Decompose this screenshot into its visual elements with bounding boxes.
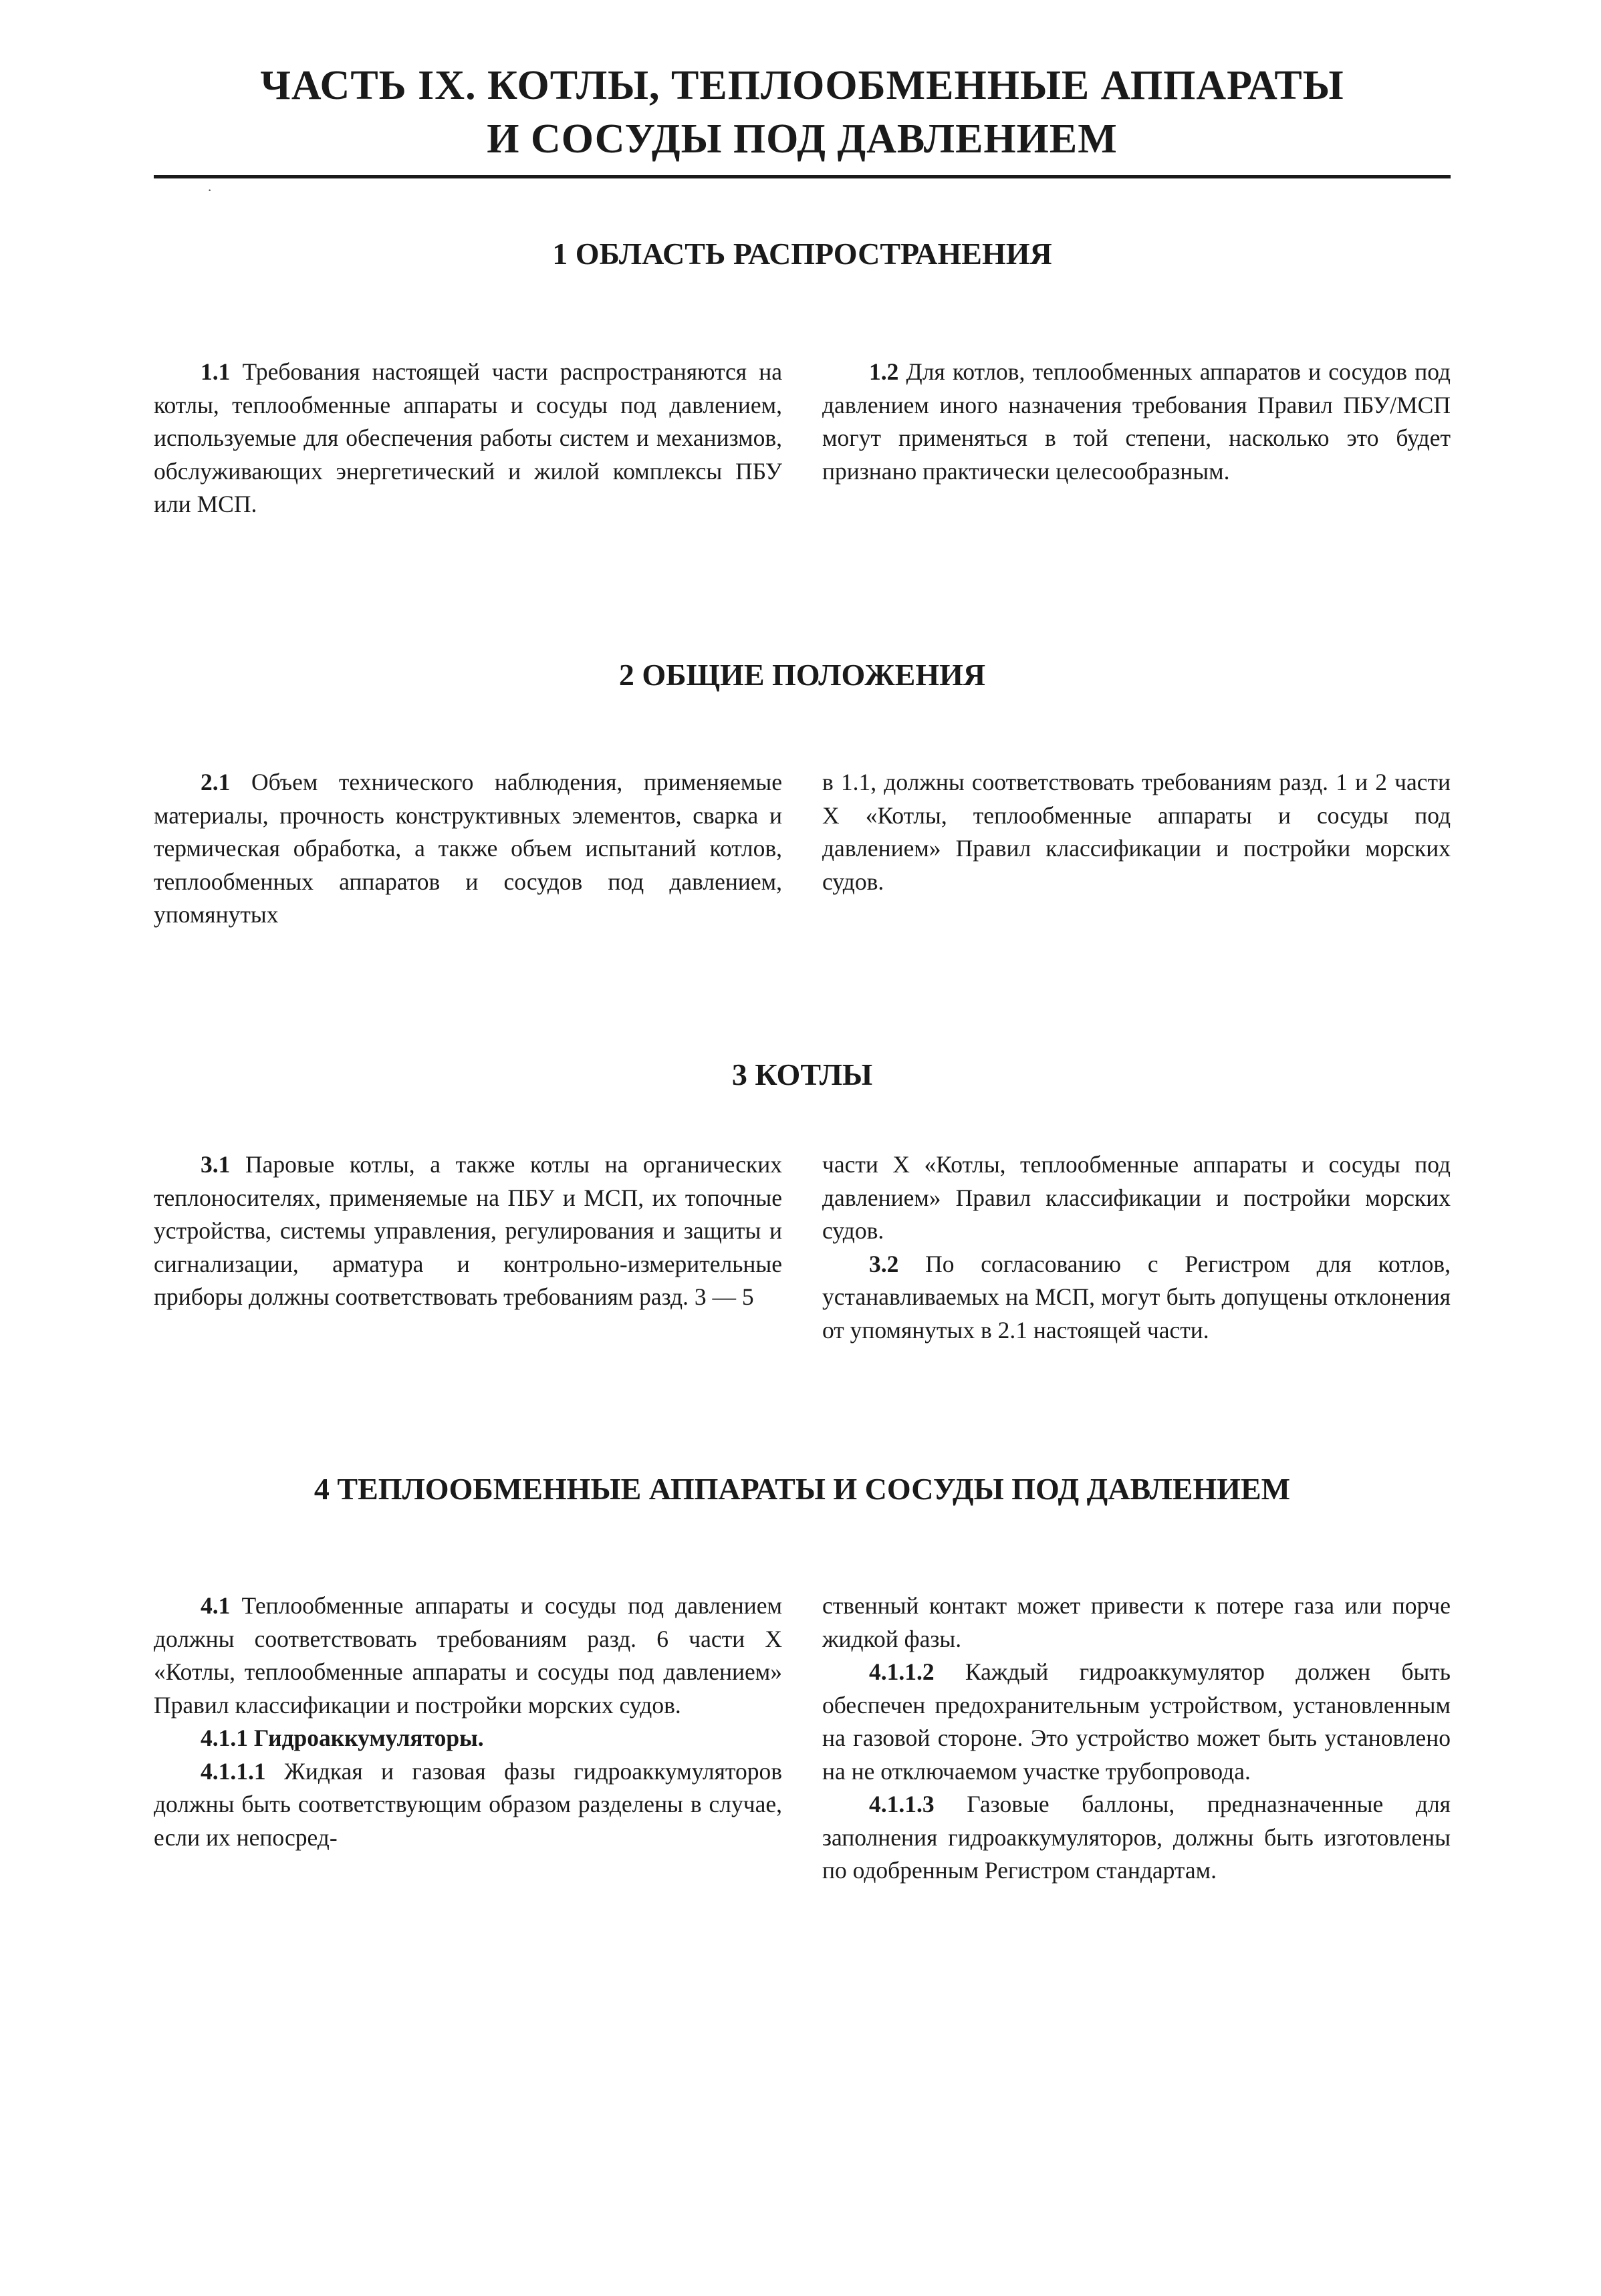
clause-number: 1.2 [869,358,899,385]
clause-number: 4.1.1.2 [869,1658,935,1685]
paragraph-4-1: 4.1 Теплообменные аппараты и сосуды под давлением должны соответствовать требованиям разд. 6 части X «Котлы, теплообменные аппараты и сосуды под давлением» Правил классификации и постройки морских судов. [154,1592,782,1718]
part-title-line-1: ЧАСТЬ IX. КОТЛЫ, ТЕПЛООБМЕННЫЕ АППАРАТЫ [260,63,1344,108]
paragraph-3-1-continued: части X «Котлы, теплообменные аппараты и сосуды под давлением» Правил классификации и постройки морских судов. [822,1151,1451,1244]
part-title-line-2: И СОСУДЫ ПОД ДАВЛЕНИЕМ [487,116,1118,162]
section-2-right-column [822,766,1451,932]
paragraph-4-1-1-2: 4.1.1.2 Каждый гидроаккумулятор должен быть обеспечен предохранительным устройством, установленным на газовой стороне. Это устройство может быть установлено на не отключаемом участке трубопровода. [822,1658,1451,1785]
clause-number: 4.1.1.3 [869,1791,935,1817]
paragraph-1-2: 1.2 Для котлов, теплообменных аппаратов и сосудов под давлением иного назначения требования Правил ПБУ/МСП могут применяться в той степени, насколько это будет признано практически целесообразным. [822,358,1451,485]
section-2-body [154,766,1451,932]
section-1-body [154,356,1451,521]
section-2-title: 2 ОБЩИЕ ПОЛОЖЕНИЯ [618,658,986,692]
section-4-body [154,1589,1451,1888]
section-1-right-column [822,356,1451,521]
clause-number: 4.1 [201,1592,231,1619]
paragraph-3-2: 3.2 По согласованию с Регистром для котлов, устанавливаемых на МСП, могут быть допущены отклонения от упомянутых в 2.1 настоящей части. [822,1250,1451,1344]
section-4-title: 4 ТЕПЛООБМЕННЫЕ АППАРАТЫ И СОСУДЫ ПОД ДАВЛЕНИЕМ [314,1472,1291,1506]
section-3-body [154,1148,1451,1347]
title-divider [154,175,1451,178]
paragraph-2-1: 2.1 Объем технического наблюдения, применяемые материалы, прочность конструктивных элементов, сварка и термическая обработка, а также объем испытаний котлов, теплообменных аппаратов и сосудов под давлением, упомянутых [154,769,782,928]
divider-mark: · [207,182,213,199]
paragraph-3-1: 3.1 Паровые котлы, а также котлы на органических теплоносителях, применяемые на ПБУ и МСП, их топочные устройства, системы управления, регулирования и защиты и сигнализации, арматура и контрольно-измерительные приборы должны соответствовать требованиям разд. 3 — 5 [154,1151,782,1310]
section-3-left-column [154,1148,782,1347]
paragraph-4-1-1-1-continued: ственный контакт может привести к потере газа или порче жидкой фазы. [822,1592,1451,1652]
section-2-left-column [154,766,782,932]
paragraph-4-1-1-3: 4.1.1.3 Газовые баллоны, предназначенные для заполнения гидроаккумуляторов, должны быть изготовлены по одобренным Регистром стандартам. [822,1791,1451,1884]
part-title [154,59,1451,166]
section-4-right-column [822,1589,1451,1888]
clause-number: 3.2 [869,1250,899,1277]
section-3-right-column [822,1148,1451,1347]
paragraph-2-1-continued: в 1.1, должны соответствовать требованиям разд. 1 и 2 части X «Котлы, теплообменные аппараты и сосуды под давлением» Правил классификации и постройки морских судов. [822,769,1451,895]
subsection-heading: 4.1.1 Гидроаккумуляторы. [201,1725,484,1751]
section-4-left-column [154,1589,782,1888]
clause-number: 3.1 [201,1151,231,1178]
section-1-title: 1 ОБЛАСТЬ РАСПРОСТРАНЕНИЯ [552,237,1052,271]
clause-number: 1.1 [201,358,231,385]
clause-number: 4.1.1.1 [201,1757,266,1785]
section-1-left-column [154,356,782,521]
paragraph-4-1-1-1: 4.1.1.1 Жидкая и газовая фазы гидроаккумуляторов должны быть соответствующим образом разделены в случае, если их непосред- [154,1757,782,1851]
section-3-title: 3 КОТЛЫ [731,1057,873,1092]
paragraph-1-1: 1.1 Требования настоящей части распространяются на котлы, теплообменные аппараты и сосуды под давлением, используемые для обеспечения работы систем и механизмов, обслуживающих энергетический и жилой комплексы ПБУ или МСП. [154,358,782,517]
clause-number: 2.1 [201,769,231,795]
